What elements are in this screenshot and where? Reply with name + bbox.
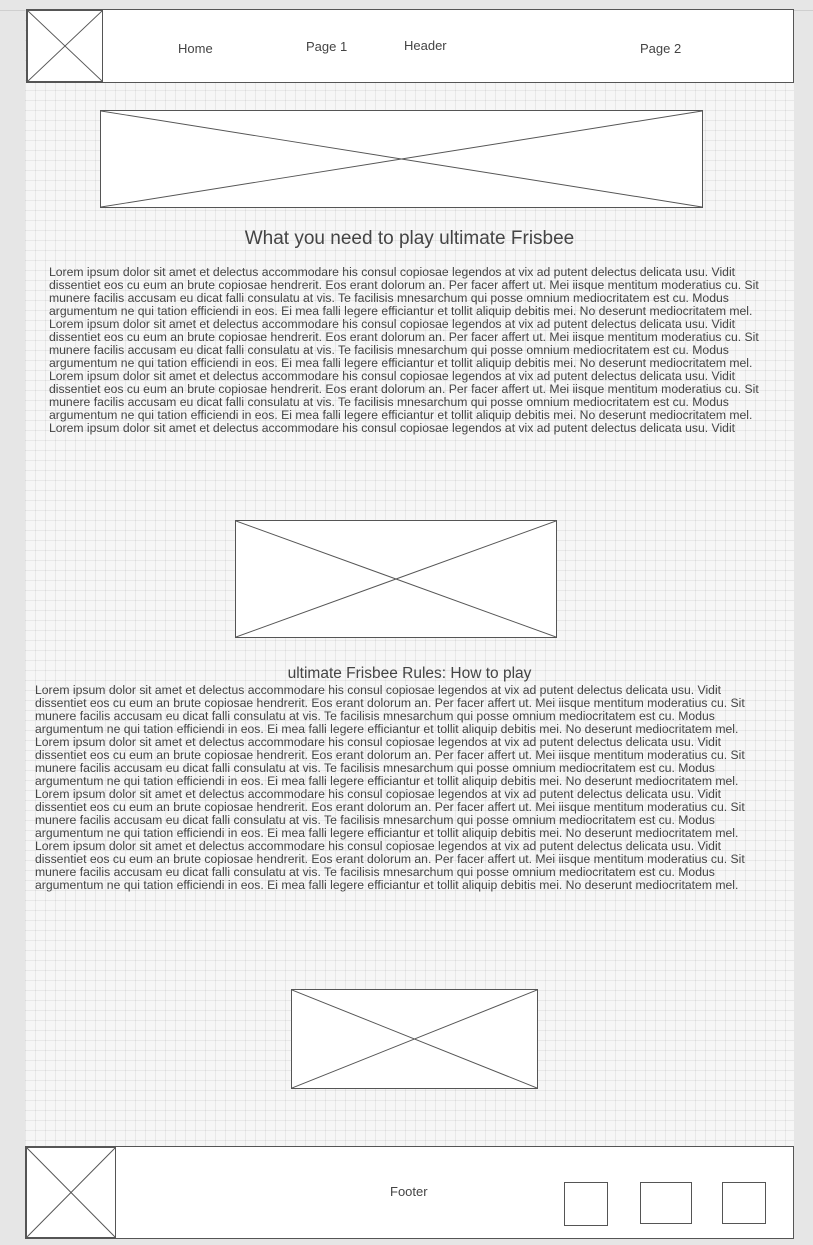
header-bar (26, 9, 794, 83)
section-2-image-placeholder (291, 989, 538, 1089)
logo-placeholder[interactable] (27, 10, 103, 82)
footer-bar (25, 1146, 794, 1239)
section-1-body: Lorem ipsum dolor sit amet et delectus accommodare his consul copiosae legendos at vix ad putent delectus delicata usu. Vidit dissentiet eos cu eum an brute copiosae hendrerit. Eos erant dolorum an. Per facer affert ut. Mei iisque mentitum moderatius cu. Sit munere facilis accusam eu dicat falli consulatu at vis. Te facilisis mnesarchum qui posse omnium mediocritatem est cu. Modus argumentum ne qui tation efficiendi in eos. Ei mea falli legere efficiantur et tollit aliquip debitis mei. No deserunt mediocritatem mel. Lorem ipsum dolor sit amet et delectus accommodare his consul copiosae legendos at vix ad putent delectus delicata usu. Vidit dissentiet eos cu eum an brute copiosae hendrerit. Eos erant dolorum an. Per facer affert ut. Mei iisque mentitum moderatius cu. Sit munere facilis accusam eu dicat falli consulatu at vis. Te facilisis mnesarchum qui posse omnium mediocritatem est cu. Modus argumentum ne qui tation efficiendi in eos. Ei mea falli legere efficiantur et tollit aliquip debitis mei. No deserunt mediocritatem mel. Lorem ipsum dolor sit amet et delectus accommodare his consul copiosae legendos at vix ad putent delectus delicata usu. Vidit dissentiet eos cu eum an brute copiosae hendrerit. Eos erant dolorum an. Per facer affert ut. Mei iisque mentitum moderatius cu. Sit munere facilis accusam eu dicat falli consulatu at vis. Te facilisis mnesarchum qui posse omnium mediocritatem est cu. Modus argumentum ne qui tation efficiendi in eos. Ei mea falli legere efficiantur et tollit aliquip debitis mei. No deserunt mediocritatem mel. Lorem ipsum dolor sit amet et delectus accommodare his consul copiosae legendos at vix ad putent delectus delicata usu. Vidit (49, 265, 759, 435)
footer-label: Footer (390, 1184, 428, 1199)
wireframe-canvas (25, 10, 794, 1238)
footer-social-button-2[interactable] (640, 1182, 692, 1224)
banner-image-placeholder (100, 110, 703, 208)
section-1-image-placeholder (235, 520, 557, 638)
section-1-title: What you need to play ultimate Frisbee (244, 228, 575, 249)
section-2-body: Lorem ipsum dolor sit amet et delectus accommodare his consul copiosae legendos at vix ad putent delectus delicata usu. Vidit dissentiet eos cu eum an brute copiosae hendrerit. Eos erant dolorum an. Per facer affert ut. Mei iisque mentitum moderatius cu. Sit munere facilis accusam eu dicat falli consulatu at vis. Te facilisis mnesarchum qui posse omnium mediocritatem est cu. Modus argumentum ne qui tation efficiendi in eos. Ei mea falli legere efficiantur et tollit aliquip debitis mei. No deserunt mediocritatem mel. Lorem ipsum dolor sit amet et delectus accommodare his consul copiosae legendos at vix ad putent delectus delicata usu. Vidit dissentiet eos cu eum an brute copiosae hendrerit. Eos erant dolorum an. Per facer affert ut. Mei iisque mentitum moderatius cu. Sit munere facilis accusam eu dicat falli consulatu at vis. Te facilisis mnesarchum qui posse omnium mediocritatem est cu. Modus argumentum ne qui tation efficiendi in eos. Ei mea falli legere efficiantur et tollit aliquip debitis mei. No deserunt mediocritatem mel. Lorem ipsum dolor sit amet et delectus accommodare his consul copiosae legendos at vix ad putent delectus delicata usu. Vidit dissentiet eos cu eum an brute copiosae hendrerit. Eos erant dolorum an. Per facer affert ut. Mei iisque mentitum moderatius cu. Sit munere facilis accusam eu dicat falli consulatu at vis. Te facilisis mnesarchum qui posse omnium mediocritatem est cu. Modus argumentum ne qui tation efficiendi in eos. Ei mea falli legere efficiantur et tollit aliquip debitis mei. No deserunt mediocritatem mel. Lorem ipsum dolor sit amet et delectus accommodare his consul copiosae legendos at vix ad putent delectus delicata usu. Vidit dissentiet eos cu eum an brute copiosae hendrerit. Eos erant dolorum an. Per facer affert ut. Mei iisque mentitum moderatius cu. Sit munere facilis accusam eu dicat falli consulatu at vis. Te facilisis mnesarchum qui posse omnium mediocritatem est cu. Modus argumentum ne qui tation efficiendi in eos. Ei mea falli legere efficiantur et tollit aliquip debitis mei. No deserunt mediocritatem mel. (35, 683, 745, 892)
footer-logo-placeholder[interactable] (26, 1147, 116, 1238)
nav-home[interactable]: Home (178, 41, 213, 56)
nav-page-1[interactable]: Page 1 (306, 39, 348, 54)
section-2-title: ultimate Frisbee Rules: How to play (287, 665, 532, 682)
nav-page-2[interactable]: Page 2 (640, 41, 682, 56)
footer-social-button-1[interactable] (564, 1182, 608, 1226)
header-title: Header (404, 38, 447, 53)
footer-social-button-3[interactable] (722, 1182, 766, 1224)
